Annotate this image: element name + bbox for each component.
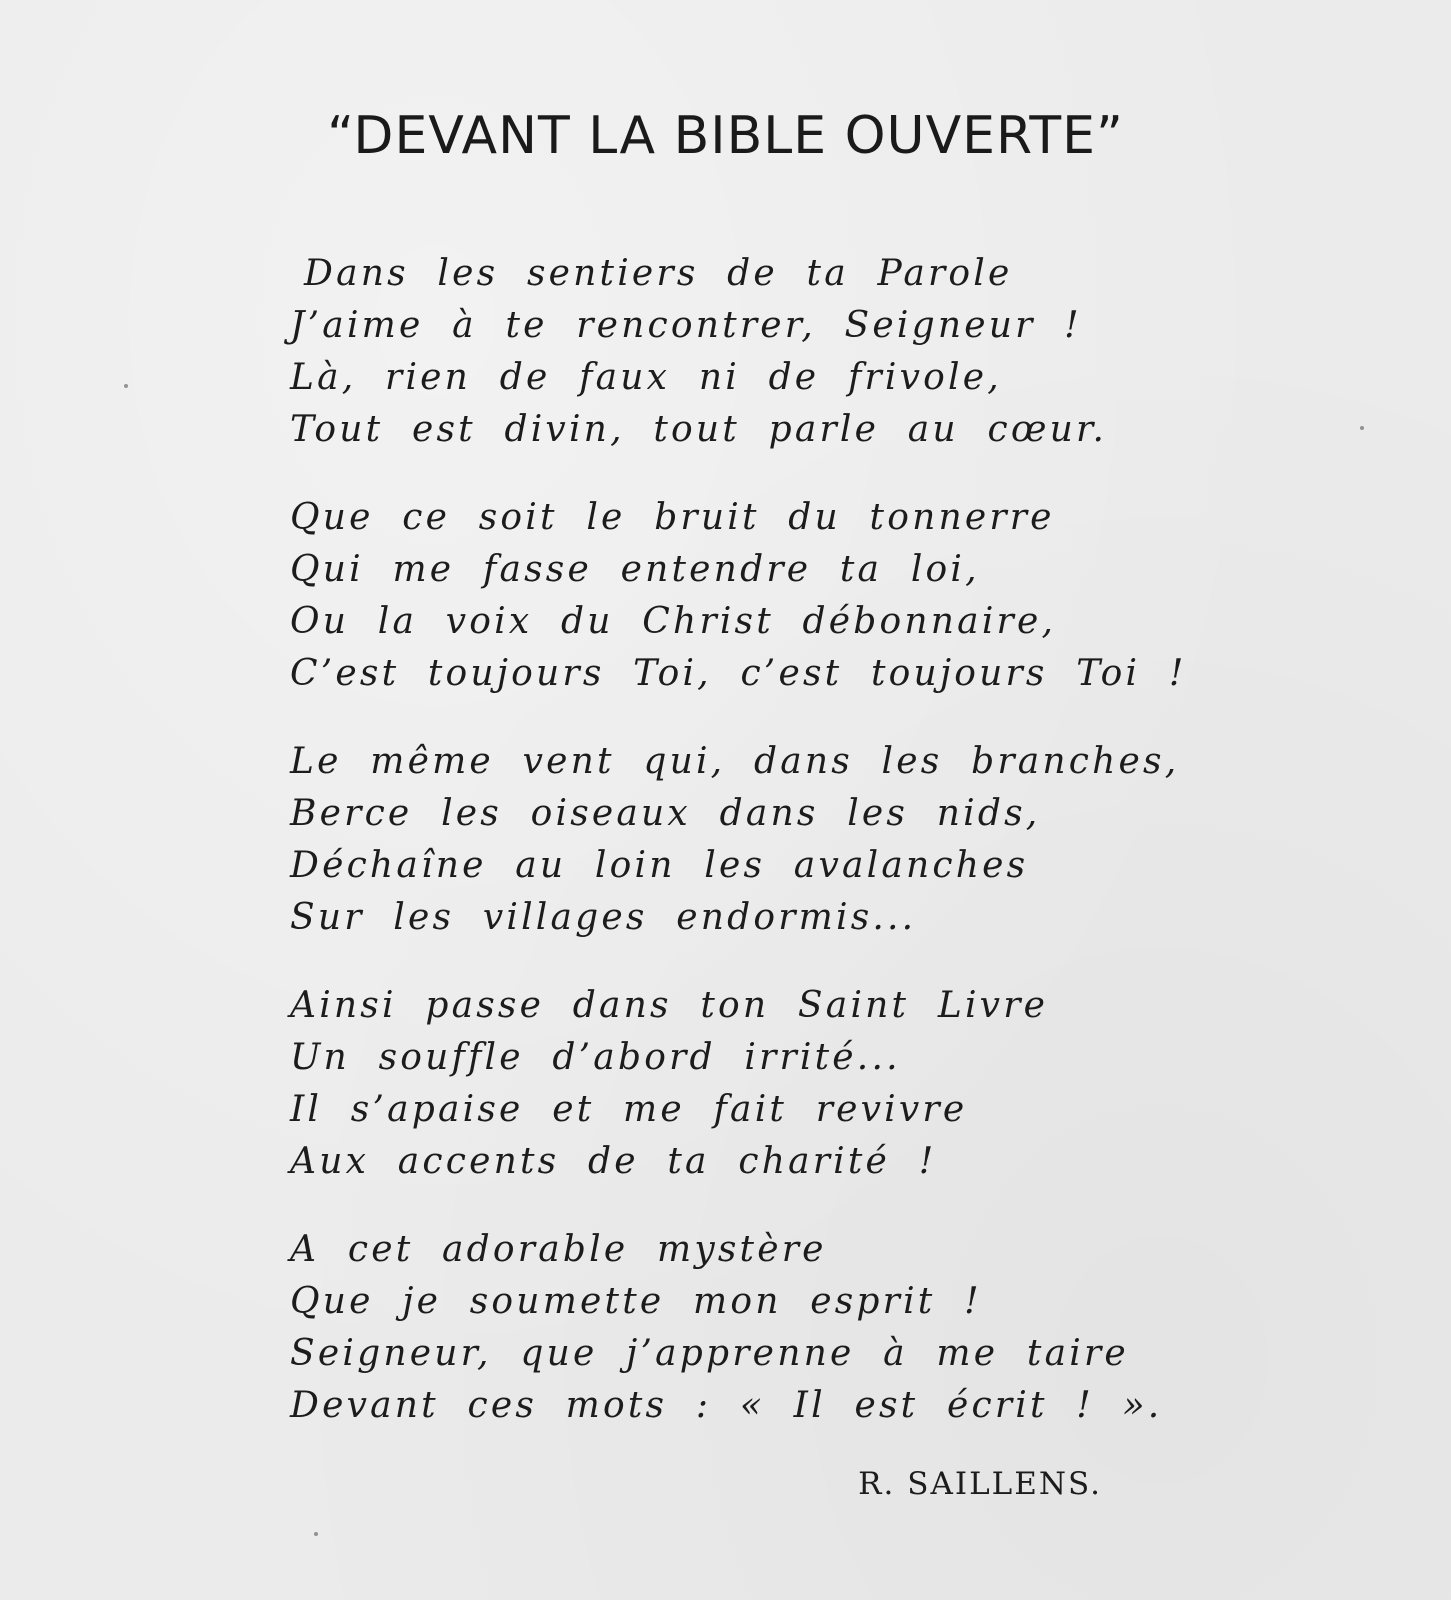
poem-line: Qui me fasse entendre ta loi, — [290, 549, 980, 590]
stanza — [290, 248, 1290, 456]
paper-speck — [124, 384, 128, 388]
stanza — [290, 1224, 1290, 1432]
poem-line: Il s’apaise et me fait revivre — [290, 1089, 968, 1130]
stanza — [290, 736, 1290, 944]
poem-line: Le même vent qui, dans les branches, — [290, 741, 1180, 782]
poem-body — [290, 248, 1290, 1468]
poem-line: Sur les villages endormis... — [290, 897, 917, 938]
poem-line: Tout est divin, tout parle au cœur. — [290, 409, 1108, 450]
paper-speck — [314, 1532, 318, 1536]
author-signature: R. SAILLENS. — [858, 1466, 1102, 1502]
stanza — [290, 492, 1290, 700]
poem-line: Berce les oiseaux dans les nids, — [290, 793, 1041, 834]
poem-title: “DEVANT LA BIBLE OUVERTE” — [327, 106, 1124, 166]
poem-line: Déchaîne au loin les avalanches — [290, 845, 1029, 886]
stanza — [290, 980, 1290, 1188]
poem-line: Que ce soit le bruit du tonnerre — [290, 497, 1055, 538]
paper-speck — [1360, 426, 1364, 430]
poem-line: Un souffle d’abord irrité... — [290, 1037, 901, 1078]
poem-line: Seigneur, que j’apprenne à me taire — [290, 1333, 1129, 1374]
poem-line: A cet adorable mystère — [290, 1229, 827, 1270]
poem-line: Ainsi passe dans ton Saint Livre — [290, 985, 1049, 1026]
poem-line: Dans les sentiers de ta Parole — [304, 253, 1013, 294]
poem-line: Devant ces mots : « Il est écrit ! ». — [290, 1385, 1163, 1426]
poem-line: J’aime à te rencontrer, Seigneur ! — [290, 305, 1082, 346]
poem-line: Que je soumette mon esprit ! — [290, 1281, 982, 1322]
poem-line: Aux accents de ta charité ! — [290, 1141, 937, 1182]
poem-line: Ou la voix du Christ débonnaire, — [290, 601, 1057, 642]
poem-line: Là, rien de faux ni de frivole, — [290, 357, 1002, 398]
poem-line: C’est toujours Toi, c’est toujours Toi ! — [290, 653, 1187, 694]
